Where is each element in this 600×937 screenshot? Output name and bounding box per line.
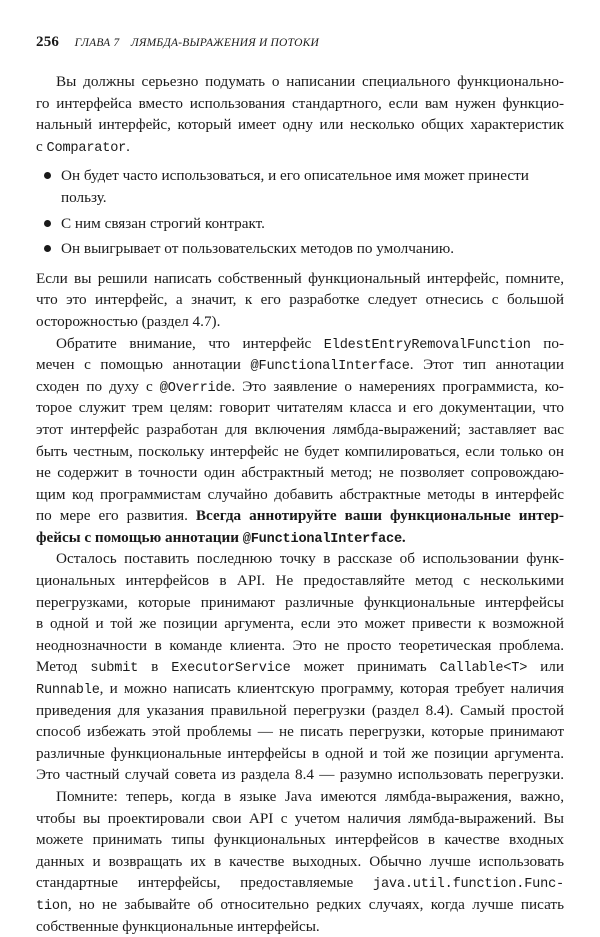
text-line: не содержит в точности один абстрактный метод; не позволяет сопровождаю- [36,464,564,482]
text-span: может принимать [290,658,440,676]
code-span: Callable<T> [439,661,528,677]
bullet-icon [44,245,51,252]
text-span: мечен с помощью аннотации [36,356,251,374]
code-span: @FunctionalInterface [250,359,410,375]
text-line: Он выигрывает от пользовательских методов по умолчанию. [61,240,455,258]
text-line [36,527,564,549]
code-span: @FunctionalInterface [242,531,402,547]
bullet-list [36,165,564,259]
code-span: Runnable [36,683,100,699]
bold-span: Всегда аннотируйте ваши функциональные интер- [195,507,564,525]
text-line: го интерфейса вместо использования стандартного, если вам нужен функцио- [36,94,564,112]
text-line: С ним связан строгий контракт. [61,214,265,232]
paragraph-4 [36,548,564,786]
text-span: или [527,658,564,676]
text-line: Он будет часто использоваться, и его описательное имя может принести [61,167,529,185]
text-line [36,678,564,700]
text-line: торое служит трем целям: говорит читателям класса и его документации, что [36,399,564,417]
text-line: чтобы вы проектировали свои API с учетом наличия лямбда-выражений. Вы [36,809,564,827]
text-span: Обратите внимание, что интерфейс [56,334,324,352]
list-item [36,165,564,208]
text-span: . Этот тип аннотации [409,356,564,374]
text-line: что это интерфейс, а значит, к его разработке следует отнесись с большой [36,291,564,309]
text-span: по мере его развития. [36,507,196,525]
text-line: данных и возвращать их в качестве выходных. Обычно лучше использовать [36,852,564,870]
bold-span: фейсы с помощью аннотации [36,528,243,546]
text-line: Помните: теперь, когда в языке Java имеются лямбда-выражения, важно, [56,788,564,805]
text-line [36,656,564,678]
code-span: EldestEntryRemovalFunction [323,337,531,353]
text-span: в [138,658,172,676]
chapter-label: ГЛАВА 7 [74,37,120,49]
text-line: в одной и той же позиции аргумента, если это может привести к возможной [36,615,564,633]
bold-span: . [401,528,406,546]
code-span: submit [90,661,139,677]
text-line [36,505,564,527]
text-line: нальный интерфейс, который имеет одну или несколько общих характеристик [36,116,564,134]
chapter-title: ЛЯМБДА-ВЫРАЖЕНИЯ И ПОТОКИ [130,37,320,49]
code-span: java.util.function.Func- [373,877,564,893]
text-line: пользу. [61,188,107,206]
paragraph-2 [36,268,564,333]
code-span: ExecutorService [171,661,291,677]
text-span: по- [530,334,565,352]
paragraph-5 [36,786,564,937]
text-line: Это частный случай совета из раздела 8.4 — разумно использовать перегрузки. [36,766,564,784]
text-line: можете принимать типы функциональных интерфейсов в качестве входных [36,831,564,849]
text-span: . Это заявление о намерениях программиста, ко- [231,377,564,395]
text-span: . [126,137,130,155]
text-line [36,354,564,376]
text-line [36,894,564,916]
text-line: различные функциональные интерфейсы в одной и той же позиции аргумента. [36,744,564,762]
page-number: 256 [36,34,60,50]
text-line: неоднозначности в команде клиента. Это не просто теоретическая проблема. [36,636,564,654]
text-span: , и можно написать клиентскую программу, которая требует наличия [99,680,564,698]
bullet-icon [44,172,51,179]
running-header [36,34,319,51]
paragraph-1 [36,71,564,157]
text-line: быть честным, поскольку интерфейс не будет компилироваться, если только он [36,442,564,460]
text-span: стандартные интерфейсы, предоставляемые [36,874,374,892]
text-line: этот интерфейс разработан для включения лямбда-выражений; заставляет вас [36,420,564,438]
code-span: @Override [159,380,232,396]
text-span: Метод [36,658,91,676]
text-line [36,376,564,398]
bullet-icon [44,220,51,227]
text-line: Осталось поставить последнюю точку в рассказе об использовании функ- [56,550,564,568]
text-line: перегрузками, которые принимают различные функциональные интерфейсы [36,593,564,611]
text-line: приведения для указания правильной перегрузки (раздел 8.4). Самый простой [36,701,564,719]
text-span: сходен по духу с [36,377,160,395]
text-line: собственные функциональные интерфейсы. [36,917,320,935]
text-line: осторожностью (раздел 4.7). [36,312,221,330]
body-text [36,71,564,937]
text-line [36,333,564,355]
list-item [36,213,564,235]
text-line [36,136,564,158]
text-span: , но не забывайте об относительно редких случаях, когда лучше писать [67,895,564,913]
text-line: способ избежать этой проблемы — не писать перегрузки, которые принимают [36,723,564,741]
text-line: Если вы решили написать собственный функциональный интерфейс, помните, [36,269,564,287]
code-span: Comparator [46,140,127,156]
text-span: с [36,137,47,155]
text-line: циональных интерфейсов в API. Не предоставляйте метод с несколькими [36,572,564,590]
text-line: Вы должны серьезно подумать о написании специального функционально- [56,73,564,90]
code-span: tion [36,898,68,914]
list-item [36,238,564,260]
paragraph-3 [36,333,564,549]
text-line: щим код программистам случайно добавить абстрактные методы в интерфейс [36,485,564,503]
